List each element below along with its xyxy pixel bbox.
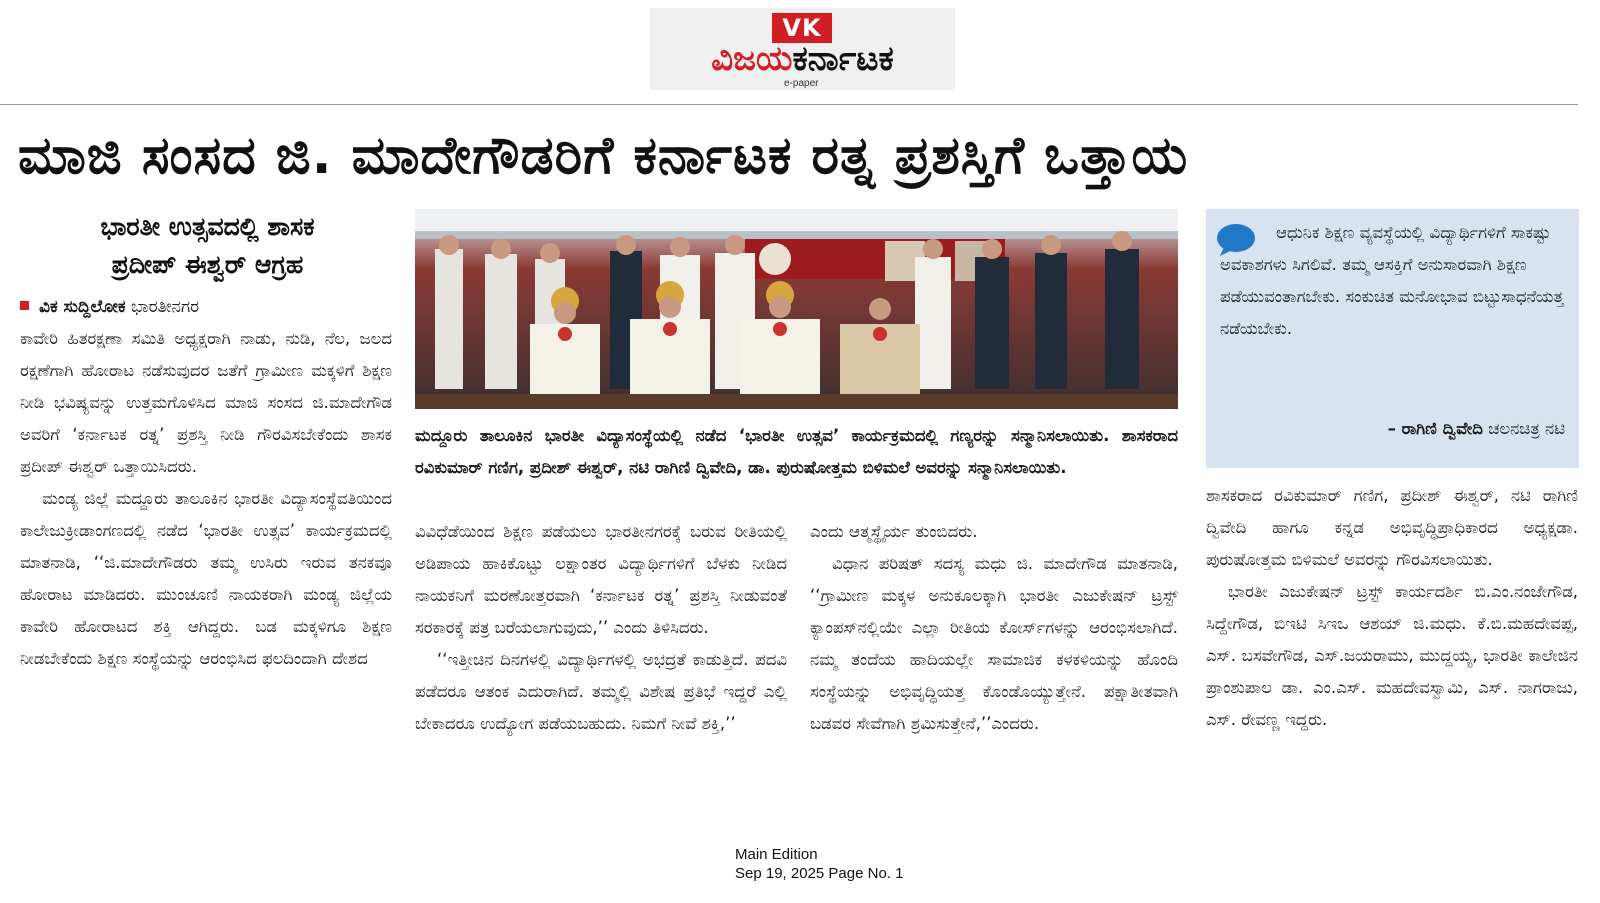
article-column-right: [1206, 480, 1578, 820]
article-paragraph: ವಿವಿಧೆಡೆಯಿಂದ ಶಿಕ್ಷಣ ಪಡೆಯಲು ಭಾರತೀನಗರಕ್ಕೆ ಬರುವ ರೀತಿಯಲ್ಲಿ ಅಡಿಪಾಯ ಹಾಕಿಕೊಟ್ಟು ಲಕ್ಷಾಂತರ ವಿದ್ಯಾರ್ಥಿಗಳಿಗೆ ಬೆಳಕು ನೀಡಿದ ನಾಯಕನಿಗೆ ಮರಣೋತ್ತರವಾಗಿ ‘ಕರ್ನಾಟಕ ರತ್ನ’ ಪ್ರಶಸ್ತಿ ನೀಡುವಂತೆ ಸರಕಾರಕ್ಕೆ ಪತ್ರ ಬರೆಯಲಾಗುವುದು,’’ ಎಂದು ತಿಳಿಸಿದರು.: [415, 522, 787, 637]
sub-headline-line2: ಪ್ರದೀಪ್ ಈಶ್ವರ್ ಆಗ್ರಹ: [111, 250, 304, 279]
article-paragraph: ‘‘ಇತ್ತೀಚಿನ ದಿನಗಳಲ್ಲಿ ವಿದ್ಯಾರ್ಥಿಗಳಲ್ಲಿ ಅಭದ್ರತೆ ಕಾಡುತ್ತಿದೆ. ಪದವಿ ಪಡೆದರೂ ಆತಂಕ ಎದುರಾಗಿದೆ. ತಮ್ಮಲ್ಲಿ ವಿಶೇಷ ಪ್ರತಿಭೆ ಇದ್ದರೆ ಎಲ್ಲಿ ಬೇಕಾದರೂ ಉದ್ಯೋಗ ಪಡೆಯಬಹುದು. ನಿಮಗೆ ನೀವೆ ಶಕ್ತಿ,’’: [415, 650, 787, 733]
page-footer: [735, 845, 955, 883]
date-page-label: Sep 19, 2025 Page No. 1: [735, 865, 904, 882]
brand-name-part1: ವಿಜಯ: [711, 39, 793, 79]
vk-logo-badge: VK: [772, 13, 832, 43]
sub-headline: [20, 208, 395, 284]
article-column-middle-2: [810, 516, 1178, 816]
brand-name-part2: ಕರ್ನಾಟಕ: [792, 39, 894, 79]
article-paragraph: ಶಾಸಕರಾದ ರವಿಕುಮಾರ್ ಗಣಿಗ, ಪ್ರದೀಶ್ ಈಶ್ವರ್, ನಟಿ ರಾಗಿಣಿ ದ್ವಿವೇದಿ ಹಾಗೂ ಕನ್ನಡ ಅಭಿವೃದ್ಧಿಪ್ರಾಧಿಕಾರದ ಅಧ್ಯಕ್ಷಡಾ. ಪುರುಷೋತ್ತಮ ಬಿಳಿಮಲೆ ಅವರನ್ನು ಗೌರವಿಸಲಾಯಿತು.: [1206, 486, 1578, 569]
quote-author-name: ರಾಗಿಣಿ ದ್ವಿವೇದಿ: [1401, 419, 1483, 438]
byline-name: ವಿಕ ಸುದ್ದಿಲೋಕ: [39, 297, 126, 317]
article-paragraph: ಭಾರತೀ ಎಜುಕೇಷನ್ ಟ್ರಸ್ಟ್ ಕಾರ್ಯದರ್ಶಿ ಬಿ.ಎಂ.ನಂಜೇಗೌಡ, ಸಿದ್ದೇಗೌಡ, ಬಿಇಟಿ ಸಿಇಒ ಆಶಯ್ ಜಿ.ಮಧು. ಕೆ.ಬಿ.ಮಹದೇವಪ್ಪ, ಎಸ್. ಬಸವೇಗೌಡ, ಎಸ್.ಜಯರಾಮು, ಮುದ್ದಯ್ಯ, ಭಾರತೀ ಕಾಲೇಜಿನ ಪ್ರಾಂಶುಪಾಲ ಡಾ. ಎಂ.ಎಸ್. ಮಹದೇವಸ್ವಾಮಿ, ಎಸ್. ನಾಗರಾಜು, ಎಸ್. ರೇವಣ್ಣ ಇದ್ದರು.: [1206, 582, 1578, 729]
byline-bullet-icon: [20, 301, 29, 310]
article-paragraph: ಮಂಡ್ಯ ಜಿಲ್ಲೆ ಮದ್ದೂರು ತಾಲೂಕಿನ ಭಾರತೀ ವಿದ್ಯಾಸಂಸ್ಥೆವತಿಯಿಂದ ಕಾಲೇಜುಕ್ರೀಡಾಂಗಣದಲ್ಲಿ ನಡೆದ ‘ಭಾರತೀ ಉತ್ಸವ’ ಕಾರ್ಯಕ್ರಮದಲ್ಲಿ ಮಾತನಾಡಿ, ‘‘ಜಿ.ಮಾದೇಗೌಡರು ತಮ್ಮ ಉಸಿರು ಇರುವ ತನಕವೂ ಹೋರಾಟ ಮಾಡಿದರು. ಮುಂಚೂಣಿ ನಾಯಕರಾಗಿ ಮಂಡ್ಯ ಜಿಲ್ಲೆಯ ಕಾವೇರಿ ಹೋರಾಟದ ಶಕ್ತಿ ಆಗಿದ್ದರು. ಬಡ ಮಕ್ಕಳಿಗೂ ಶಿಕ್ಷಣ ನೀಡಬೇಕೆಂದು ಶಿಕ್ಷಣ ಸಂಸ್ಥೆಯನ್ನು ಆರಂಭಿಸಿದ ಫಲದಿಂದಾಗಿ ದೇಶದ: [20, 489, 392, 668]
masthead-logo: [650, 8, 955, 90]
article-paragraph: ವಿಧಾನ ಪರಿಷತ್ ಸದಸ್ಯ ಮಧು ಜಿ. ಮಾದೇಗೌಡ ಮಾತನಾಡಿ, ‘‘ಗ್ರಾಮೀಣ ಮಕ್ಕಳ ಅನುಕೂಲಕ್ಕಾಗಿ ಭಾರತೀ ಎಜುಕೇಷನ್ ಟ್ರಸ್ಟ್ ಕ್ಯಾಂಪಸ್‌ನಲ್ಲಿಯೇ ಎಲ್ಲಾ ರೀತಿಯ ಕೋರ್ಸ್‌ಗಳನ್ನು ಆರಂಭಿಸಲಾಗಿದೆ. ನಮ್ಮ ತಂದೆಯ ಹಾದಿಯಲ್ಲೇ ಸಾಮಾಜಿಕ ಕಳಕಳಿಯನ್ನು ಹೊಂದಿ ಸಂಸ್ಥೆಯನ್ನು ಅಭಿವೃದ್ಧಿಯತ್ತ ಕೊಂಡೊಯ್ಯುತ್ತೇನೆ. ಪಕ್ಷಾತೀತವಾಗಿ ಬಡವರ ಸೇವೆಗಾಗಿ ಶ್ರಮಿಸುತ್ತೇನೆ,’’ಎಂದರು.: [810, 554, 1178, 733]
sub-headline-line1: ಭಾರತೀ ಉತ್ಸವದಲ್ಲಿ ಶಾಸಕ: [100, 212, 315, 241]
quote-dash: –: [1387, 419, 1402, 438]
quote-author-title: ಚಲನಚಿತ್ರ ನಟಿ: [1488, 419, 1565, 438]
article-paragraph: ಕಾವೇರಿ ಹಿತರಕ್ಷಣಾ ಸಮಿತಿ ಅಧ್ಯಕ್ಷರಾಗಿ ನಾಡು, ನುಡಿ, ನೆಲ, ಜಲದ ರಕ್ಷಣೆಗಾಗಿ ಹೋರಾಟ ನಡೆಸುವುದರ ಜತೆಗೆ ಗ್ರಾಮೀಣ ಮಕ್ಕಳಿಗೆ ಶಿಕ್ಷಣ ನೀಡಿ ಭವಿಷ್ಯವನ್ನು ಉತ್ತಮಗೊಳಿಸಿದ ಮಾಜಿ ಸಂಸದ ಜಿ.ಮಾದೇಗೌಡ ಅವರಿಗೆ ‘ಕರ್ನಾಟಕ ರತ್ನ’ ಪ್ರಶಸ್ತಿ ನೀಡಿ ಗೌರವಿಸಬೇಕೆಂದು ಶಾಸಕ ಪ್ರದೀಪ್ ಈಶ್ವರ್ ಒತ್ತಾಯಿಸಿದರು.: [20, 329, 392, 476]
article-column-middle-1: [415, 516, 787, 816]
quote-attribution: [1388, 414, 1565, 444]
edition-label: Main Edition: [735, 846, 818, 863]
quote-text: ಆಧುನಿಕ ಶಿಕ್ಷಣ ವ್ಯವಸ್ಥೆಯಲ್ಲಿ ವಿದ್ಯಾರ್ಥಿಗಳಿಗೆ ಸಾಕಷ್ಟು ಅವಕಾಶಗಳು ಸಿಗಲಿವೆ. ತಮ್ಮ ಆಸಕ್ತಿಗೆ ಅನುಸಾರವಾಗಿ ಶಿಕ್ಷಣ ಪಡೆಯುವಂತಾಗಬೇಕು. ಸಂಕುಚಿತ ಮನೋಭಾವ ಬಿಟ್ಟುಸಾಧನೆಯತ್ತ ನಡೆಯಬೇಕು.: [1220, 223, 1564, 338]
event-photo: [415, 209, 1178, 409]
brand-name: [650, 38, 955, 80]
main-headline: ಮಾಜಿ ಸಂಸದ ಜಿ. ಮಾದೇಗೌಡರಿಗೆ ಕರ್ನಾಟಕ ರತ್ನ ಪ್ರಶಸ್ತಿಗೆ ಒತ್ತಾಯ: [18, 126, 1189, 186]
header-divider: [0, 104, 1578, 105]
quote-box: [1206, 209, 1579, 468]
article-column-left: [20, 323, 392, 823]
event-photo-illustration: [415, 209, 1178, 409]
byline: [20, 295, 395, 319]
byline-place: ಭಾರತೀನಗರ: [131, 297, 200, 317]
epaper-label: e-paper: [784, 78, 819, 89]
photo-caption: ಮದ್ದೂರು ತಾಲೂಕಿನ ಭಾರತೀ ವಿದ್ಯಾಸಂಸ್ಥೆಯಲ್ಲಿ ನಡೆದ ‘ಭಾರತೀ ಉತ್ಸವ’ ಕಾರ್ಯಕ್ರಮದಲ್ಲಿ ಗಣ್ಯರನ್ನು ಸನ್ಮಾನಿಸಲಾಯಿತು. ಶಾಸಕರಾದ ರವಿಕುಮಾರ್ ಗಣಿಗ, ಪ್ರದೀಶ್ ಈಶ್ವರ್, ನಟಿ ರಾಗಿಣಿ ದ್ವಿವೇದಿ, ಡಾ. ಪುರುಷೋತ್ತಮ ಬಿಳಿಮಲೆ ಅವರನ್ನು ಸನ್ಮಾನಿಸಲಾಯಿತು.: [415, 426, 1178, 477]
article-paragraph: ಎಂದು ಆತ್ಮಸ್ಥೈರ್ಯ ತುಂಬಿದರು.: [810, 522, 978, 541]
